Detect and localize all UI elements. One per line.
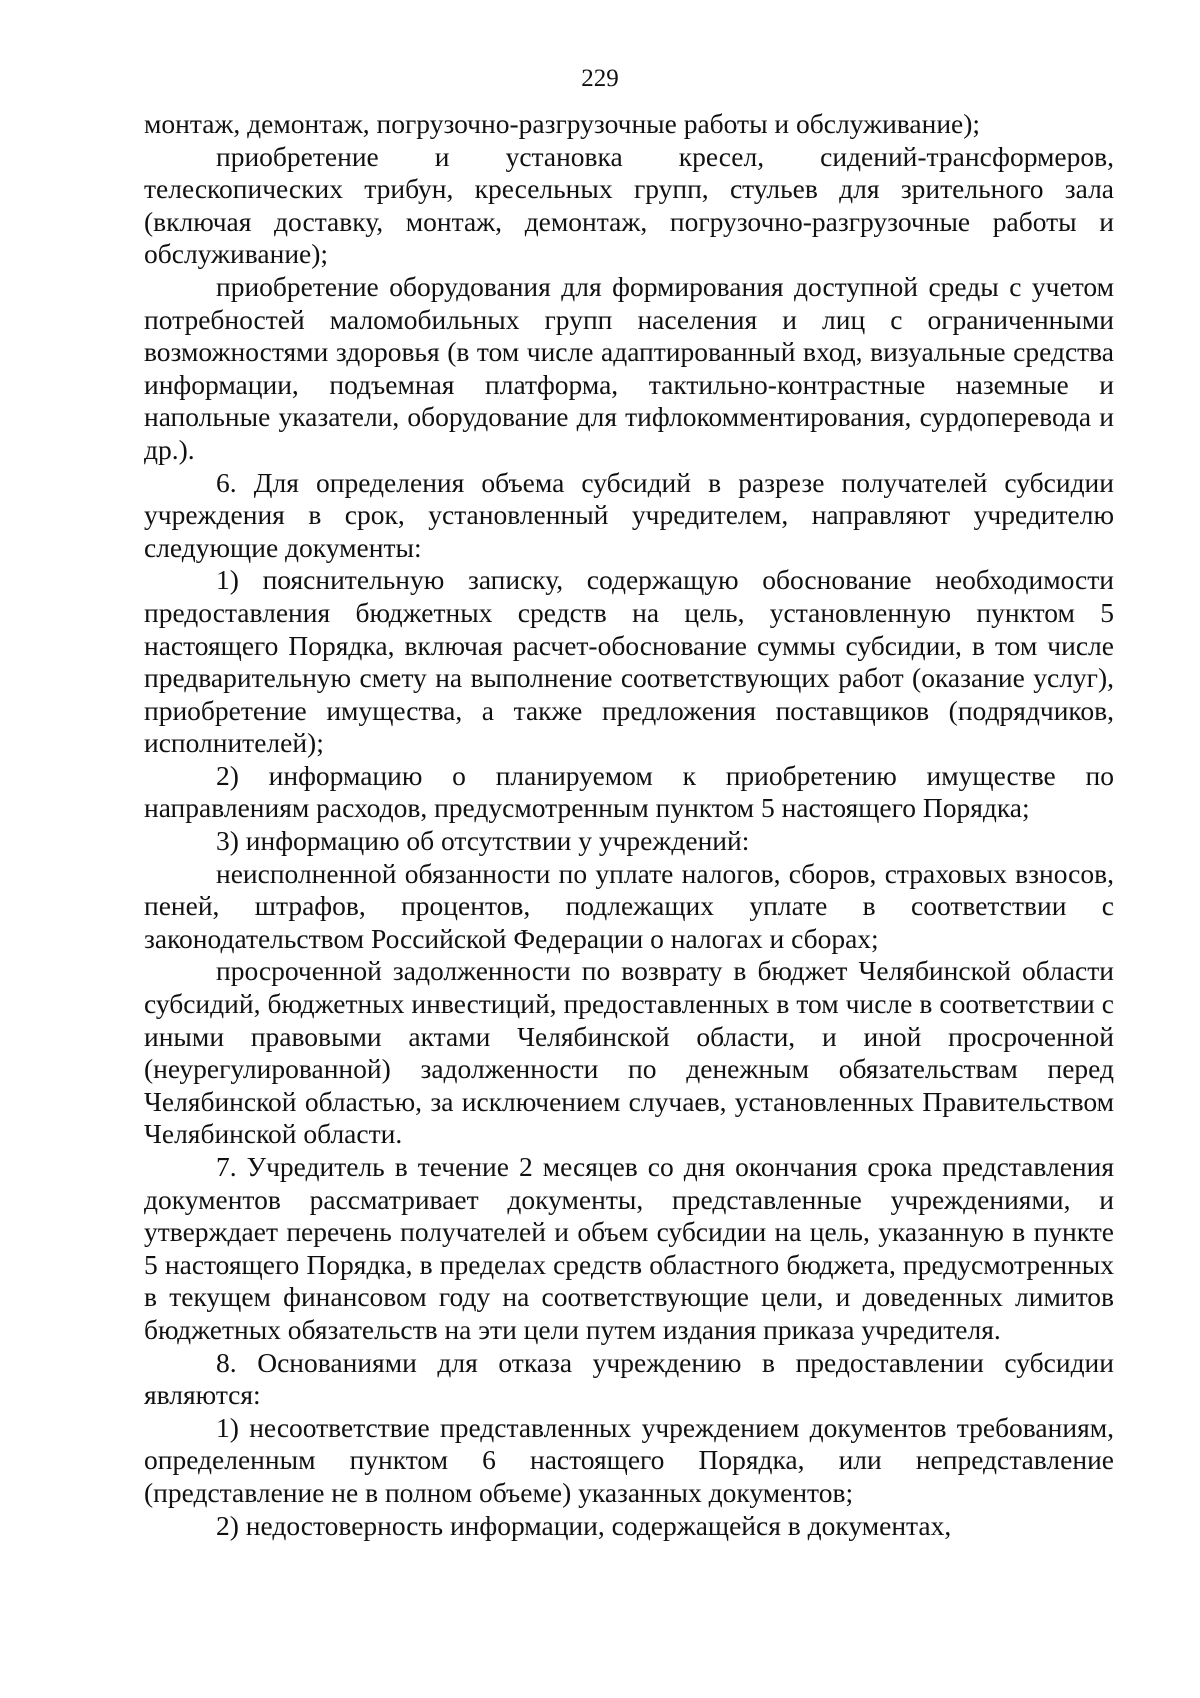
paragraph-clause-6-item-1: 1) пояснительную записку, содержащую обоснование необходимости предоставления бюджетных средств на цель, установленную пунктом 5 настоящего Порядка, включая расчет-обоснование суммы субсидии, в том числе предварительную смету на выполнение соответствующих работ (оказание услуг), приобретение имущества, а также предложения поставщиков (подрядчиков, исполнителей); (144, 564, 1114, 759)
paragraph-clause-7: 7. Учредитель в течение 2 месяцев со дня окончания срока представления документов рассматривает документы, представленные учреждениями, и утверждает перечень получателей и объем субсидии на цель, указанную в пункте 5 настоящего Порядка, в пределах средств областного бюджета, предусмотренных в текущем финансовом году на соответствующие цели, и доведенных лимитов бюджетных обязательств на эти цели путем издания приказа учредителя. (144, 1151, 1114, 1345)
paragraph-overdue-debt: просроченной задолженности по возврату в бюджет Челябинской области субсидий, бюджетных инвестиций, предоставленных в том числе в соответствии с иными правовыми актами Челябинской области, и иной просроченной (неурегулированной) задолженности по денежным обязательствам перед Челябинской областью, за исключением случаев, установленных Правительством Челябинской области. (144, 955, 1114, 1150)
paragraph-unfulfilled-obligations: неисполненной обязанности по уплате налогов, сборов, страховых взносов, пеней, штрафов, процентов, подлежащих уплате в соответствии с законодательством Российской Федерации о налогах и сборах; (144, 857, 1114, 954)
page-number: 229 (581, 65, 619, 92)
paragraph-continuation: монтаж, демонтаж, погрузочно-разгрузочные работы и обслуживание); (144, 108, 981, 139)
paragraph-clause-8-item-1: 1) несоответствие представленных учреждением документов требованиям, определенным пунктом 6 настоящего Порядка, или непредставление (представление не в полном объеме) указанных документов; (144, 1411, 1114, 1508)
paragraph-clause-8: 8. Основаниями для отказа учреждению в предоставлении субсидии являются: (144, 1346, 1114, 1411)
paragraph-clause-6-item-3: 3) информацию об отсутствии у учреждений: (216, 825, 750, 857)
document-body (144, 108, 1114, 1542)
paragraph-clause-6: 6. Для определения объема субсидий в разрезе получателей субсидии учреждения в срок, установленный учредителем, направляют учредителю следующие документы: (144, 466, 1114, 563)
paragraph-chairs-purchase: приобретение и установка кресел, сидений-трансформеров, телескопических трибун, кресельных групп, стульев для зрительного зала (включая доставку, монтаж, демонтаж, погрузочно-разгрузочные работы и обслуживание); (144, 140, 1114, 270)
paragraph-clause-8-item-2: 2) недостоверность информации, содержащейся в документах, (216, 1509, 952, 1541)
paragraph-accessible-environment: приобретение оборудования для формирования доступной среды с учетом потребностей маломобильных групп населения и лиц с ограниченными возможностями здоровья (в том числе адаптированный вход, визуальные средства информации, подъемная платформа, тактильно-контрастные наземные и напольные указатели, оборудование для тифлокомментирования, сурдоперевода и др.). (144, 270, 1114, 465)
paragraph-clause-6-item-2: 2) информацию о планируемом к приобретению имуществе по направлениям расходов, предусмотренным пунктом 5 настоящего Порядка; (144, 759, 1114, 824)
